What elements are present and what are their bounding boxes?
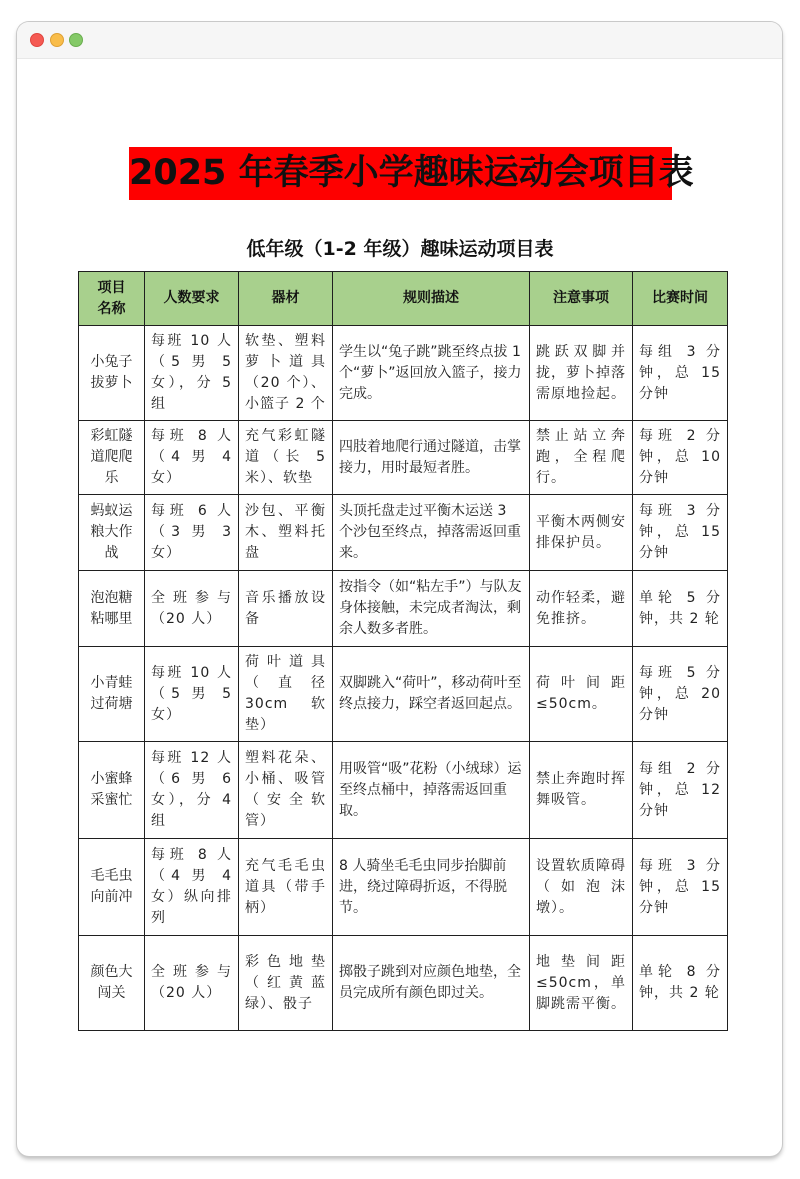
table-row	[79, 326, 728, 421]
minimize-window-button[interactable]	[50, 33, 64, 47]
match-time: 每班 3 分钟，总 15 分钟	[633, 495, 728, 571]
match-time: 单轮 8 分钟，共 2 轮	[633, 936, 728, 1031]
notes: 禁止奔跑时挥舞吸管。	[530, 742, 633, 839]
notes: 设置软质障碍（如泡沫墩）。	[530, 839, 633, 936]
rule-description: 8 人骑坐毛毛虫同步抬脚前进，绕过障碍折返，不得脱节。	[333, 839, 530, 936]
match-time: 每组 3 分钟，总 15 分钟	[633, 326, 728, 421]
document-title: 2025 年春季小学趣味运动会项目表	[129, 147, 672, 200]
people-requirement: 每班 10 人（5 男 5 女），分 5 组	[145, 326, 239, 421]
table-row	[79, 742, 728, 839]
match-time: 每班 5 分钟，总 20 分钟	[633, 647, 728, 742]
equipment: 软垫、塑料萝卜道具（20 个）、小篮子 2 个	[239, 326, 333, 421]
notes: 跳跃双脚并拢，萝卜掉落需原地捡起。	[530, 326, 633, 421]
equipment: 充气彩虹隧道（长 5 米）、软垫	[239, 421, 333, 495]
rule-description: 掷骰子跳到对应颜色地垫，全员完成所有颜色即过关。	[333, 936, 530, 1031]
event-name: 毛毛虫向前冲	[79, 839, 145, 936]
maximize-window-button[interactable]	[69, 33, 83, 47]
event-name: 小兔子拔萝卜	[79, 326, 145, 421]
people-requirement: 每班 12 人（6 男 6 女），分 4 组	[145, 742, 239, 839]
match-time: 单轮 5 分钟，共 2 轮	[633, 571, 728, 647]
rule-description: 用吸管“吸”花粉（小绒球）运至终点桶中，掉落需返回重取。	[333, 742, 530, 839]
table-row	[79, 571, 728, 647]
event-name: 小青蛙过荷塘	[79, 647, 145, 742]
people-requirement: 每班 8 人（4 男 4 女）	[145, 421, 239, 495]
table-header-row	[79, 272, 728, 326]
close-window-button[interactable]	[30, 33, 44, 47]
equipment: 塑料花朵、小桶、吸管（安全软管）	[239, 742, 333, 839]
header-notes: 注意事项	[530, 272, 633, 326]
table-row	[79, 495, 728, 571]
people-requirement: 每班 10 人（5 男 5 女）	[145, 647, 239, 742]
people-requirement: 全班参与（20 人）	[145, 571, 239, 647]
table-row	[79, 936, 728, 1031]
people-requirement: 全班参与（20 人）	[145, 936, 239, 1031]
rule-description: 学生以“兔子跳”跳至终点拔 1 个“萝卜”返回放入篮子，接力完成。	[333, 326, 530, 421]
equipment: 充气毛毛虫道具（带手柄）	[239, 839, 333, 936]
equipment: 音乐播放设备	[239, 571, 333, 647]
rule-description: 四肢着地爬行通过隧道，击掌接力，用时最短者胜。	[333, 421, 530, 495]
table-row	[79, 839, 728, 936]
people-requirement: 每班 6 人（3 男 3 女）	[145, 495, 239, 571]
equipment: 荷叶道具（直径 30cm 软垫）	[239, 647, 333, 742]
table-row	[79, 647, 728, 742]
event-name: 小蜜蜂采蜜忙	[79, 742, 145, 839]
event-name: 泡泡糖粘哪里	[79, 571, 145, 647]
people-requirement: 每班 8 人（4 男 4 女）纵向排列	[145, 839, 239, 936]
table-row	[79, 421, 728, 495]
event-schedule-table	[78, 271, 728, 1031]
notes: 地垫间距≤50cm，单脚跳需平衡。	[530, 936, 633, 1031]
match-time: 每组 2 分钟，总 12 分钟	[633, 742, 728, 839]
match-time: 每班 3 分钟，总 15 分钟	[633, 839, 728, 936]
header-equipment: 器材	[239, 272, 333, 326]
event-name: 彩虹隧道爬爬乐	[79, 421, 145, 495]
match-time: 每班 2 分钟，总 10 分钟	[633, 421, 728, 495]
event-name: 颜色大闯关	[79, 936, 145, 1031]
header-time: 比赛时间	[633, 272, 728, 326]
equipment: 彩色地垫（红黄蓝绿）、骰子	[239, 936, 333, 1031]
equipment: 沙包、平衡木、塑料托盘	[239, 495, 333, 571]
event-name: 蚂蚁运粮大作战	[79, 495, 145, 571]
notes: 动作轻柔，避免推挤。	[530, 571, 633, 647]
rule-description: 双脚跳入“荷叶”，移动荷叶至终点接力，踩空者返回起点。	[333, 647, 530, 742]
notes: 禁止站立奔跑，全程爬行。	[530, 421, 633, 495]
window-titlebar	[17, 22, 782, 59]
table-subtitle: 低年级（1-2 年级）趣味运动项目表	[246, 238, 554, 260]
header-people: 人数要求	[145, 272, 239, 326]
header-rules: 规则描述	[333, 272, 530, 326]
rule-description: 按指令（如“粘左手”）与队友身体接触，未完成者淘汰，剩余人数多者胜。	[333, 571, 530, 647]
rule-description: 头顶托盘走过平衡木运送 3 个沙包至终点，掉落需返回重来。	[333, 495, 530, 571]
notes: 平衡木两侧安排保护员。	[530, 495, 633, 571]
header-event-name: 项目名称	[79, 272, 145, 326]
notes: 荷叶间距≤50cm。	[530, 647, 633, 742]
